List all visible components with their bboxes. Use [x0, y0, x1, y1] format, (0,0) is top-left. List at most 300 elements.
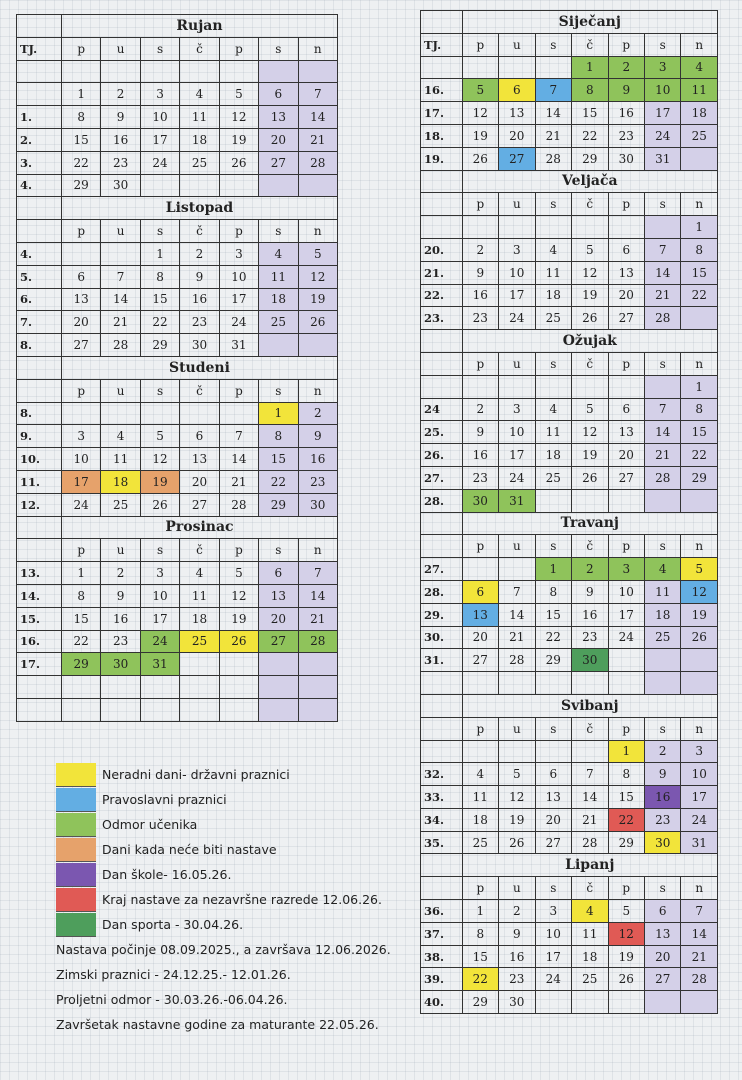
- week-row: [17, 698, 338, 721]
- day-cell: 2: [101, 562, 140, 585]
- day-cell: 22: [681, 284, 718, 307]
- day-cell: 13: [535, 786, 571, 809]
- month-title-rujan: Rujan: [61, 15, 337, 38]
- day-cell: 3: [645, 56, 681, 79]
- week-row: [421, 603, 718, 626]
- day-cell: 11: [645, 580, 681, 603]
- week-number: [421, 740, 463, 763]
- day-cell: [259, 174, 298, 197]
- day-cell: [535, 56, 571, 79]
- day-cell: 26: [681, 626, 718, 649]
- weekday-corner: [421, 717, 463, 740]
- day-cell: 10: [499, 261, 535, 284]
- day-cell: 14: [535, 102, 571, 125]
- day-cell: 29: [140, 334, 179, 357]
- weekday-header: n: [298, 539, 337, 562]
- day-cell: [101, 698, 140, 721]
- day-cell: [101, 242, 140, 265]
- legend-swatch: [56, 788, 96, 812]
- day-cell: [572, 489, 608, 512]
- day-cell: 22: [140, 311, 179, 334]
- week-number: 9.: [17, 425, 62, 448]
- week-number: [421, 375, 463, 398]
- weekday-header: s: [259, 539, 298, 562]
- weekday-header: p: [608, 877, 644, 900]
- day-cell: 13: [61, 288, 100, 311]
- week-number: 38.: [421, 945, 463, 968]
- day-cell: 13: [608, 261, 644, 284]
- week-row: [17, 676, 338, 699]
- day-cell: 13: [499, 102, 535, 125]
- week-number: 31.: [421, 649, 463, 672]
- week-row: [421, 398, 718, 421]
- week-number: [17, 698, 62, 721]
- weekday-header: p: [462, 33, 498, 56]
- legend-swatch: [56, 913, 96, 937]
- legend-item: [56, 787, 416, 812]
- day-cell: 30: [101, 653, 140, 676]
- day-cell: 15: [462, 945, 498, 968]
- day-cell: 11: [101, 448, 140, 471]
- day-cell: 5: [608, 900, 644, 923]
- day-cell: 21: [298, 607, 337, 630]
- week-row: [17, 653, 338, 676]
- day-cell: [645, 672, 681, 695]
- weekday-header: s: [140, 379, 179, 402]
- day-cell: 24: [140, 151, 179, 174]
- day-cell: 14: [101, 288, 140, 311]
- day-cell: 7: [298, 83, 337, 106]
- day-cell: 3: [140, 83, 179, 106]
- weekday-header: s: [535, 717, 571, 740]
- weekday-header: p: [608, 535, 644, 558]
- day-cell: 15: [608, 786, 644, 809]
- day-cell: 30: [180, 334, 219, 357]
- week-number: 37.: [421, 922, 463, 945]
- day-cell: [180, 402, 219, 425]
- weekday-header: p: [219, 539, 258, 562]
- day-cell: 1: [61, 562, 100, 585]
- day-cell: 9: [499, 922, 535, 945]
- day-cell: 26: [298, 311, 337, 334]
- weekday-header: p: [608, 352, 644, 375]
- day-cell: 9: [462, 421, 498, 444]
- weekday-header: s: [645, 877, 681, 900]
- weekday-header: n: [681, 352, 718, 375]
- day-cell: [259, 676, 298, 699]
- legend-label: Dani kada neće biti nastave: [102, 842, 277, 857]
- week-number: [17, 60, 62, 83]
- day-cell: 4: [462, 763, 498, 786]
- weekday-header: u: [101, 37, 140, 60]
- day-cell: 5: [572, 398, 608, 421]
- day-cell: [681, 991, 718, 1014]
- weekday-header: s: [535, 193, 571, 216]
- week-number: 12.: [17, 493, 62, 516]
- day-cell: 29: [462, 991, 498, 1014]
- day-cell: 19: [572, 444, 608, 467]
- day-cell: 16: [572, 603, 608, 626]
- day-cell: 4: [681, 56, 718, 79]
- week-number: 35.: [421, 831, 463, 854]
- weekday-header: s: [140, 220, 179, 243]
- day-cell: 19: [572, 284, 608, 307]
- day-cell: 7: [681, 900, 718, 923]
- day-cell: 27: [608, 466, 644, 489]
- month-title-prosinac: Prosinac: [61, 516, 337, 539]
- day-cell: 7: [499, 580, 535, 603]
- legend-label: Dan škole- 16.05.26.: [102, 867, 232, 882]
- day-cell: 1: [535, 558, 571, 581]
- week-row: [17, 311, 338, 334]
- day-cell: 26: [219, 630, 258, 653]
- day-cell: 8: [681, 398, 718, 421]
- day-cell: 4: [645, 558, 681, 581]
- day-cell: 7: [298, 562, 337, 585]
- weekday-header: s: [140, 37, 179, 60]
- day-cell: 8: [535, 580, 571, 603]
- day-cell: 20: [535, 808, 571, 831]
- day-cell: 23: [462, 307, 498, 330]
- day-cell: [101, 402, 140, 425]
- calendar-table-right: [420, 10, 718, 1014]
- week-row: [17, 106, 338, 129]
- day-cell: 10: [140, 106, 179, 129]
- weekday-header: n: [298, 379, 337, 402]
- weekday-header: p: [608, 33, 644, 56]
- weekday-header: s: [259, 379, 298, 402]
- day-cell: 3: [681, 740, 718, 763]
- weekday-header: s: [535, 352, 571, 375]
- day-cell: 30: [608, 147, 644, 170]
- day-cell: 21: [219, 470, 258, 493]
- day-cell: 1: [681, 216, 718, 239]
- day-cell: 30: [572, 649, 608, 672]
- week-row: [17, 607, 338, 630]
- day-cell: [259, 60, 298, 83]
- day-cell: [219, 60, 258, 83]
- day-cell: 19: [298, 288, 337, 311]
- day-cell: [140, 174, 179, 197]
- day-cell: 22: [535, 626, 571, 649]
- day-cell: 11: [681, 79, 718, 102]
- weekday-header: p: [61, 220, 100, 243]
- weekday-header: n: [681, 535, 718, 558]
- day-cell: [572, 375, 608, 398]
- month-title-sijecanj: Siječanj: [462, 11, 717, 34]
- weekday-header: u: [499, 33, 535, 56]
- day-cell: 11: [180, 584, 219, 607]
- day-cell: [535, 216, 571, 239]
- legend-label: Odmor učenika: [102, 817, 198, 832]
- day-cell: 19: [219, 128, 258, 151]
- day-cell: 16: [645, 786, 681, 809]
- day-cell: 8: [681, 238, 718, 261]
- week-number: 27.: [421, 558, 463, 581]
- legend-item: [56, 862, 416, 887]
- week-number: 7.: [17, 311, 62, 334]
- week-row: [421, 672, 718, 695]
- day-cell: 12: [462, 102, 498, 125]
- week-number: 34.: [421, 808, 463, 831]
- day-cell: [462, 375, 498, 398]
- day-cell: 27: [180, 493, 219, 516]
- weekday-header: s: [645, 193, 681, 216]
- left-calendar-column: [16, 14, 338, 722]
- day-cell: 1: [61, 83, 100, 106]
- day-cell: [645, 649, 681, 672]
- day-cell: 13: [462, 603, 498, 626]
- day-cell: 1: [259, 402, 298, 425]
- month-corner: [421, 854, 463, 877]
- day-cell: [219, 653, 258, 676]
- week-number: 24: [421, 398, 463, 421]
- day-cell: [499, 375, 535, 398]
- week-number: 25.: [421, 421, 463, 444]
- week-row: [17, 242, 338, 265]
- day-cell: 23: [298, 470, 337, 493]
- day-cell: [140, 676, 179, 699]
- day-cell: 22: [681, 444, 718, 467]
- day-cell: 23: [101, 630, 140, 653]
- week-number: 8.: [17, 402, 62, 425]
- day-cell: 27: [259, 151, 298, 174]
- month-title-svibanj: Svibanj: [462, 694, 717, 717]
- day-cell: 21: [298, 128, 337, 151]
- day-cell: 23: [572, 626, 608, 649]
- week-row: [421, 284, 718, 307]
- day-cell: 13: [180, 448, 219, 471]
- week-number: 14.: [17, 584, 62, 607]
- day-cell: 28: [572, 831, 608, 854]
- day-cell: 20: [180, 470, 219, 493]
- day-cell: 22: [608, 808, 644, 831]
- week-row: [421, 922, 718, 945]
- day-cell: 29: [61, 174, 100, 197]
- day-cell: 7: [645, 398, 681, 421]
- day-cell: 5: [298, 242, 337, 265]
- week-number-header: TJ.: [421, 33, 463, 56]
- day-cell: 9: [298, 425, 337, 448]
- weekday-header: p: [608, 717, 644, 740]
- month-corner: [17, 15, 62, 38]
- day-cell: 23: [101, 151, 140, 174]
- legend-swatch: [56, 888, 96, 912]
- day-cell: 31: [140, 653, 179, 676]
- weekday-header: u: [499, 877, 535, 900]
- week-row: [17, 402, 338, 425]
- day-cell: 18: [681, 102, 718, 125]
- legend-label: Pravoslavni praznici: [102, 792, 227, 807]
- day-cell: 25: [572, 968, 608, 991]
- day-cell: 16: [180, 288, 219, 311]
- weekday-header: u: [101, 379, 140, 402]
- day-cell: [681, 489, 718, 512]
- day-cell: 4: [180, 83, 219, 106]
- day-cell: 18: [535, 444, 571, 467]
- day-cell: 7: [101, 265, 140, 288]
- day-cell: 6: [645, 900, 681, 923]
- week-row: [17, 174, 338, 197]
- day-cell: [535, 672, 571, 695]
- day-cell: 9: [180, 265, 219, 288]
- day-cell: 31: [681, 831, 718, 854]
- week-number: 16.: [17, 630, 62, 653]
- day-cell: 19: [462, 124, 498, 147]
- day-cell: 21: [645, 284, 681, 307]
- day-cell: 26: [462, 147, 498, 170]
- week-row: [421, 79, 718, 102]
- week-number: 21.: [421, 261, 463, 284]
- week-row: [17, 83, 338, 106]
- day-cell: 14: [645, 261, 681, 284]
- weekday-header: p: [61, 539, 100, 562]
- month-corner: [421, 11, 463, 34]
- weekday-header: u: [101, 220, 140, 243]
- right-calendar-column: [420, 10, 718, 1014]
- day-cell: 28: [535, 147, 571, 170]
- day-cell: 23: [645, 808, 681, 831]
- week-number: 16.: [421, 79, 463, 102]
- day-cell: 25: [180, 151, 219, 174]
- day-cell: 26: [219, 151, 258, 174]
- day-cell: [462, 56, 498, 79]
- legend-swatch: [56, 813, 96, 837]
- month-corner: [421, 512, 463, 535]
- week-number: [17, 676, 62, 699]
- day-cell: [535, 489, 571, 512]
- day-cell: 14: [645, 421, 681, 444]
- day-cell: 25: [681, 124, 718, 147]
- week-row: [421, 808, 718, 831]
- day-cell: 18: [259, 288, 298, 311]
- day-cell: 15: [61, 607, 100, 630]
- week-number: 28.: [421, 580, 463, 603]
- day-cell: 11: [462, 786, 498, 809]
- week-row: [17, 288, 338, 311]
- month-title-ozujak: Ožujak: [462, 330, 717, 353]
- day-cell: 10: [645, 79, 681, 102]
- day-cell: 30: [462, 489, 498, 512]
- day-cell: [572, 672, 608, 695]
- day-cell: 21: [101, 311, 140, 334]
- day-cell: 29: [572, 147, 608, 170]
- week-row: [421, 991, 718, 1014]
- legend-label: Kraj nastave za nezavršne razrede 12.06.26.: [102, 892, 382, 907]
- day-cell: 8: [259, 425, 298, 448]
- day-cell: 2: [645, 740, 681, 763]
- day-cell: 31: [219, 334, 258, 357]
- day-cell: [140, 698, 179, 721]
- day-cell: 1: [608, 740, 644, 763]
- week-row: [17, 470, 338, 493]
- day-cell: 13: [645, 922, 681, 945]
- day-cell: 5: [219, 83, 258, 106]
- day-cell: 24: [645, 124, 681, 147]
- day-cell: 13: [259, 584, 298, 607]
- day-cell: 6: [462, 580, 498, 603]
- week-number: 8.: [17, 334, 62, 357]
- day-cell: 31: [645, 147, 681, 170]
- day-cell: 20: [61, 311, 100, 334]
- day-cell: [219, 402, 258, 425]
- week-row: [17, 584, 338, 607]
- month-corner: [421, 330, 463, 353]
- day-cell: [608, 216, 644, 239]
- day-cell: 16: [608, 102, 644, 125]
- week-row: [421, 102, 718, 125]
- day-cell: 7: [645, 238, 681, 261]
- day-cell: 9: [572, 580, 608, 603]
- day-cell: [259, 653, 298, 676]
- day-cell: 15: [140, 288, 179, 311]
- day-cell: 12: [298, 265, 337, 288]
- weekday-header: n: [681, 33, 718, 56]
- weekday-header: p: [61, 379, 100, 402]
- day-cell: 17: [140, 607, 179, 630]
- day-cell: 2: [462, 398, 498, 421]
- day-cell: 27: [608, 307, 644, 330]
- weekday-header: s: [645, 535, 681, 558]
- day-cell: 15: [572, 102, 608, 125]
- day-cell: 3: [499, 398, 535, 421]
- week-number: [421, 216, 463, 239]
- day-cell: 16: [499, 945, 535, 968]
- day-cell: 13: [259, 106, 298, 129]
- day-cell: 29: [681, 466, 718, 489]
- day-cell: 27: [645, 968, 681, 991]
- day-cell: 11: [535, 261, 571, 284]
- weekday-header: p: [462, 352, 498, 375]
- month-title-travanj: Travanj: [462, 512, 717, 535]
- legend: [56, 762, 416, 1037]
- day-cell: 24: [499, 466, 535, 489]
- day-cell: 18: [535, 284, 571, 307]
- weekday-header: s: [259, 37, 298, 60]
- day-cell: 18: [572, 945, 608, 968]
- weekday-header: s: [259, 220, 298, 243]
- day-cell: 14: [499, 603, 535, 626]
- week-row: [17, 60, 338, 83]
- day-cell: 4: [535, 238, 571, 261]
- day-cell: 15: [535, 603, 571, 626]
- day-cell: 25: [535, 307, 571, 330]
- week-number: 20.: [421, 238, 463, 261]
- weekday-header: č: [572, 877, 608, 900]
- day-cell: [608, 375, 644, 398]
- day-cell: 15: [259, 448, 298, 471]
- day-cell: 3: [61, 425, 100, 448]
- day-cell: 17: [61, 470, 100, 493]
- weekday-header: p: [608, 193, 644, 216]
- day-cell: 20: [608, 284, 644, 307]
- day-cell: 25: [259, 311, 298, 334]
- month-corner: [17, 197, 62, 220]
- legend-item: [56, 837, 416, 862]
- day-cell: 21: [645, 444, 681, 467]
- month-corner: [17, 356, 62, 379]
- day-cell: 23: [608, 124, 644, 147]
- weekday-header: č: [572, 33, 608, 56]
- weekday-header: p: [462, 535, 498, 558]
- day-cell: 23: [180, 311, 219, 334]
- weekday-header: č: [180, 37, 219, 60]
- week-row: [421, 489, 718, 512]
- day-cell: 6: [535, 763, 571, 786]
- day-cell: 28: [681, 968, 718, 991]
- day-cell: 22: [572, 124, 608, 147]
- week-number: 27.: [421, 466, 463, 489]
